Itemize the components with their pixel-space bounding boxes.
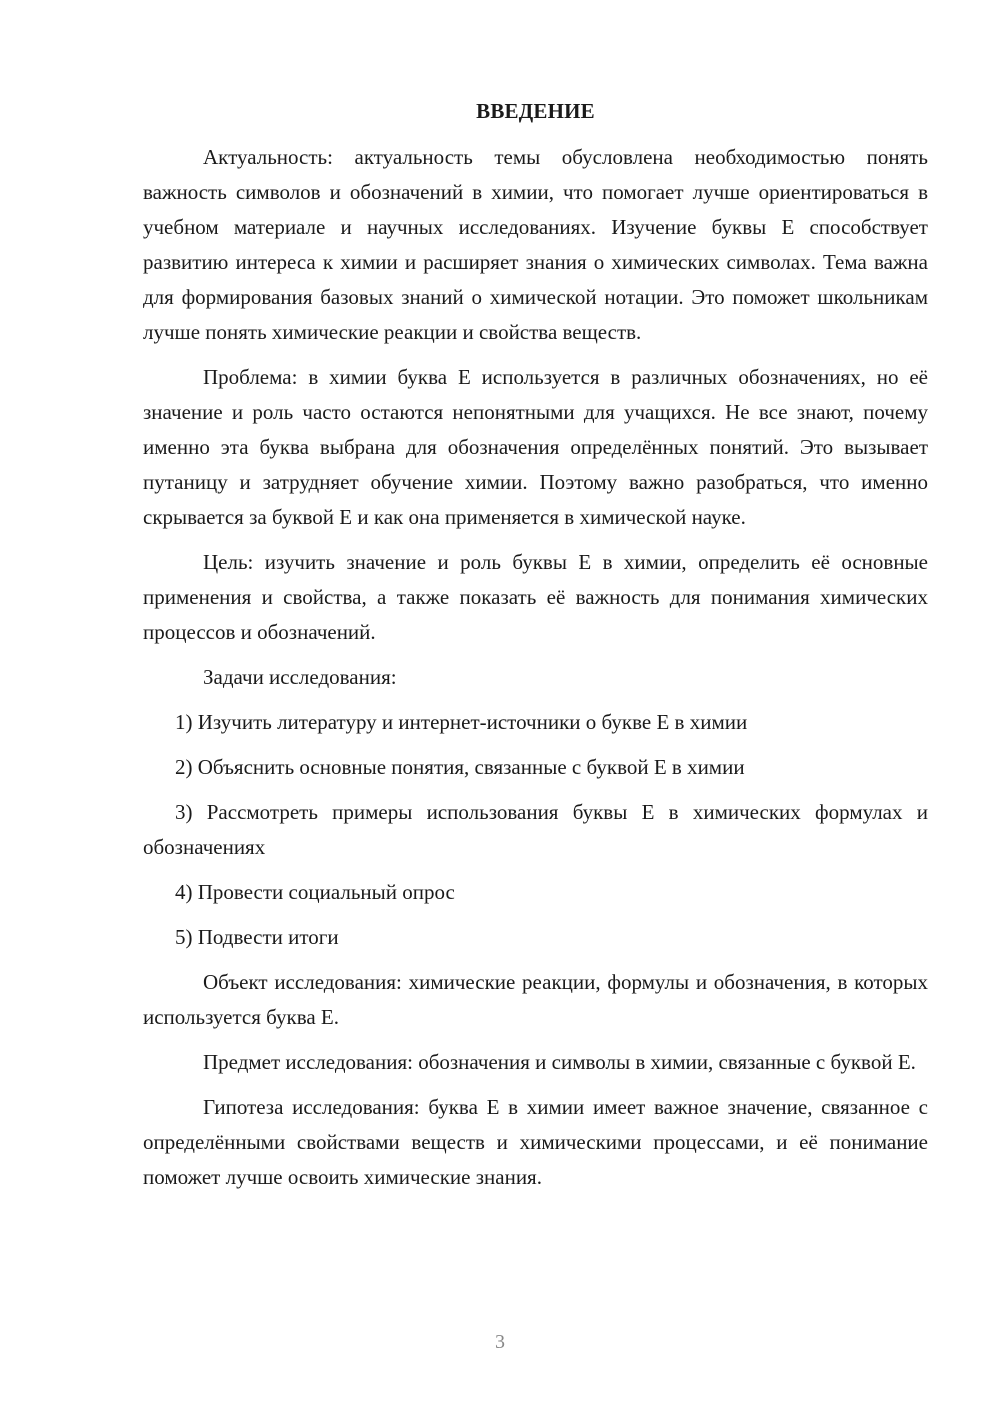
- problem-paragraph: Проблема: в химии буква Е используется в различных обозначениях, но её значение и роль часто остаются непонятными для учащихся. Не все знают, почему именно эта буква выбрана для обозначения определённых понятий. Это вызывает путаницу и затрудняет обучение химии. Поэтому важно разобраться, что именно скрывается за буквой Е и как она применяется в химической науке.: [143, 365, 928, 529]
- tasks-heading: Задачи исследования:: [203, 665, 397, 689]
- page-number: 3: [495, 1331, 505, 1353]
- task-item: 3) Рассмотреть примеры использования буквы Е в химических формулах и обозначениях: [143, 800, 928, 859]
- page-title: ВВЕДЕНИЕ: [476, 99, 595, 123]
- task-item: 5) Подвести итоги: [175, 925, 339, 949]
- task-item: 4) Провести социальный опрос: [175, 880, 455, 904]
- hypothesis-paragraph: Гипотеза исследования: буква Е в химии имеет важное значение, связанное с определёнными свойствами веществ и химическими процессами, и её понимание поможет лучше освоить химические знания.: [143, 1095, 928, 1189]
- task-item: 2) Объяснить основные понятия, связанные с буквой Е в химии: [175, 755, 745, 779]
- task-item: 1) Изучить литературу и интернет-источники о букве Е в химии: [175, 710, 748, 734]
- object-paragraph: Объект исследования: химические реакции, формулы и обозначения, в которых используется буква Е.: [143, 970, 928, 1029]
- goal-paragraph: Цель: изучить значение и роль буквы Е в химии, определить её основные применения и свойства, а также показать её важность для понимания химических процессов и обозначений.: [143, 550, 928, 644]
- page-content: [143, 96, 928, 1195]
- subject-paragraph: Предмет исследования: обозначения и символы в химии, связанные с буквой Е.: [203, 1050, 916, 1074]
- tasks-list: [143, 705, 928, 955]
- relevance-paragraph: Актуальность: актуальность темы обусловлена необходимостью понять важность символов и обозначений в химии, что помогает лучше ориентироваться в учебном материале и научных исследованиях. Изучение буквы Е способствует развитию интереса к химии и расширяет знания о химических символах. Тема важна для формирования базовых знаний о химической нотации. Это поможет школьникам лучше понять химические реакции и свойства веществ.: [143, 145, 928, 344]
